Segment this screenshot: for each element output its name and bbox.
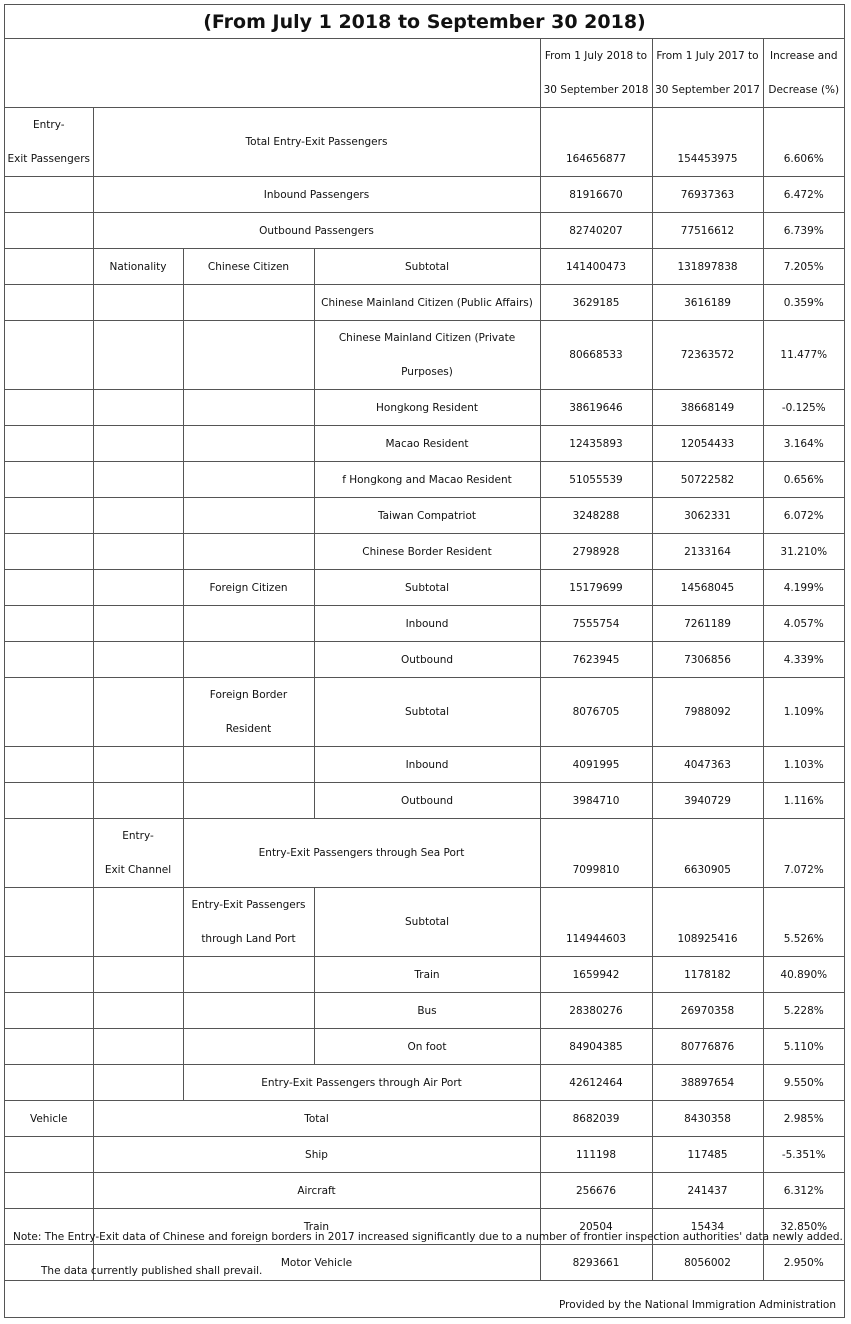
- row-label: Taiwan Compatriot: [314, 498, 540, 534]
- value-change: 6.072%: [763, 498, 844, 534]
- row-label: Subtotal: [314, 570, 540, 606]
- value-2017: 72363572: [652, 321, 763, 390]
- value-2017: 131897838: [652, 249, 763, 285]
- value-2018: 28380276: [540, 993, 652, 1029]
- row-label: Outbound Passengers: [93, 213, 540, 249]
- value-2017: 108925416: [652, 888, 763, 957]
- header-blank: [5, 39, 540, 108]
- value-2018: 3984710: [540, 783, 652, 819]
- row-label: Macao Resident: [314, 426, 540, 462]
- value-2017: 8430358: [652, 1101, 763, 1137]
- value-2017: 8056002: [652, 1245, 763, 1281]
- value-2018: 8076705: [540, 678, 652, 747]
- value-change: 9.550%: [763, 1065, 844, 1101]
- value-change: 4.057%: [763, 606, 844, 642]
- row-label: On foot: [314, 1029, 540, 1065]
- value-2018: 8293661: [540, 1245, 652, 1281]
- entry-exit-channel-label: Entry- Exit Channel: [93, 819, 183, 888]
- value-2018: 3629185: [540, 285, 652, 321]
- table-row: [5, 1173, 844, 1209]
- value-2018: 1659942: [540, 957, 652, 993]
- table-row: [5, 108, 844, 177]
- value-2018: 84904385: [540, 1029, 652, 1065]
- row-label: Aircraft: [93, 1173, 540, 1209]
- table-row: [5, 249, 844, 285]
- table-row: [5, 570, 844, 606]
- value-2018: 82740207: [540, 213, 652, 249]
- note-text-prevail: The data currently published shall prevail.: [41, 1265, 263, 1277]
- table-row: [5, 642, 844, 678]
- value-2017: 4047363: [652, 747, 763, 783]
- table-row: [5, 819, 844, 888]
- row-label: f Hongkong and Macao Resident: [314, 462, 540, 498]
- row-label: Inbound: [314, 747, 540, 783]
- table-row: [5, 498, 844, 534]
- table-row: [5, 534, 844, 570]
- value-2017: 2133164: [652, 534, 763, 570]
- table-row: [5, 285, 844, 321]
- row-label: Train: [314, 957, 540, 993]
- table-row: [5, 426, 844, 462]
- value-2017: 7306856: [652, 642, 763, 678]
- value-change: 7.205%: [763, 249, 844, 285]
- value-2018: 42612464: [540, 1065, 652, 1101]
- value-change: 6.472%: [763, 177, 844, 213]
- value-2018: 81916670: [540, 177, 652, 213]
- value-2017: 7988092: [652, 678, 763, 747]
- value-2018: 3248288: [540, 498, 652, 534]
- value-2018: 7623945: [540, 642, 652, 678]
- foreign-citizen-label: Foreign Citizen: [183, 570, 314, 606]
- value-2017: 15434: [652, 1209, 763, 1245]
- value-change: 6.606%: [763, 108, 844, 177]
- value-2018: 2798928: [540, 534, 652, 570]
- row-label: Total: [93, 1101, 540, 1137]
- row-label: Outbound: [314, 783, 540, 819]
- value-2017: 1178182: [652, 957, 763, 993]
- row-label: Chinese Mainland Citizen (Public Affairs): [314, 285, 540, 321]
- table-row: [5, 390, 844, 426]
- value-2017: 3062331: [652, 498, 763, 534]
- value-2017: 241437: [652, 1173, 763, 1209]
- value-change: 6.312%: [763, 1173, 844, 1209]
- value-change: 40.890%: [763, 957, 844, 993]
- provider-credit: Provided by the National Immigration Administration: [559, 1299, 836, 1311]
- row-label: Inbound Passengers: [93, 177, 540, 213]
- value-change: -5.351%: [763, 1137, 844, 1173]
- row-label: Chinese Mainland Citizen (Private Purposes): [314, 321, 540, 390]
- header-2017: From 1 July 2017 to 30 September 2017: [652, 39, 763, 108]
- value-2017: 80776876: [652, 1029, 763, 1065]
- row-label: Motor Vehicle: [93, 1245, 540, 1281]
- row-label: Subtotal: [314, 249, 540, 285]
- table-row: [5, 606, 844, 642]
- header-2018: From 1 July 2018 to 30 September 2018: [540, 39, 652, 108]
- value-2018: 111198: [540, 1137, 652, 1173]
- table-row: [5, 462, 844, 498]
- value-2017: 76937363: [652, 177, 763, 213]
- value-change: -0.125%: [763, 390, 844, 426]
- value-2017: 14568045: [652, 570, 763, 606]
- row-label: Hongkong Resident: [314, 390, 540, 426]
- chinese-citizen-label: Chinese Citizen: [183, 249, 314, 285]
- value-2018: 7099810: [540, 819, 652, 888]
- value-2018: 80668533: [540, 321, 652, 390]
- table-row: [5, 321, 844, 390]
- table-row: [5, 1029, 844, 1065]
- value-2018: 4091995: [540, 747, 652, 783]
- row-label: Entry-Exit Passengers through Air Port: [183, 1065, 540, 1101]
- table-row: [5, 177, 844, 213]
- row-label: Chinese Border Resident: [314, 534, 540, 570]
- value-change: 11.477%: [763, 321, 844, 390]
- row-label: Bus: [314, 993, 540, 1029]
- statistics-sheet: [4, 4, 845, 1318]
- row-label: Ship: [93, 1137, 540, 1173]
- table-row: [5, 888, 844, 957]
- value-2018: 114944603: [540, 888, 652, 957]
- row-label: Train: [93, 1209, 540, 1245]
- foreign-border-resident-label: Foreign Border Resident: [183, 678, 314, 747]
- value-change: 4.339%: [763, 642, 844, 678]
- table-row: [5, 783, 844, 819]
- value-2018: 51055539: [540, 462, 652, 498]
- value-change: 7.072%: [763, 819, 844, 888]
- value-2017: 3940729: [652, 783, 763, 819]
- row-label: Entry-Exit Passengers through Sea Port: [183, 819, 540, 888]
- land-port-label: Entry-Exit Passengers through Land Port: [183, 888, 314, 957]
- note-text: Note: The Entry-Exit data of Chinese and foreign borders in 2017 increased significantly due to a number of frontier inspection authorities' data newly added.: [13, 1231, 843, 1243]
- table-row: [5, 747, 844, 783]
- value-2018: 8682039: [540, 1101, 652, 1137]
- table-row: [5, 957, 844, 993]
- row-label: Subtotal: [314, 678, 540, 747]
- value-change: 2.950%: [763, 1245, 844, 1281]
- value-2017: 154453975: [652, 108, 763, 177]
- table-row: [5, 993, 844, 1029]
- vehicle-label: Vehicle: [5, 1101, 93, 1137]
- value-change: 32.850%: [763, 1209, 844, 1245]
- header-row: [5, 39, 844, 108]
- value-2017: 50722582: [652, 462, 763, 498]
- value-2018: 256676: [540, 1173, 652, 1209]
- value-change: 3.164%: [763, 426, 844, 462]
- value-change: 5.228%: [763, 993, 844, 1029]
- value-change: 5.526%: [763, 888, 844, 957]
- value-2017: 6630905: [652, 819, 763, 888]
- value-change: 5.110%: [763, 1029, 844, 1065]
- page-title: (From July 1 2018 to September 30 2018): [5, 5, 844, 39]
- value-2018: 12435893: [540, 426, 652, 462]
- value-change: 0.359%: [763, 285, 844, 321]
- value-change: 4.199%: [763, 570, 844, 606]
- value-2018: 20504: [540, 1209, 652, 1245]
- table-row: [5, 1101, 844, 1137]
- value-2017: 117485: [652, 1137, 763, 1173]
- entry-exit-passengers-label: Entry- Exit Passengers: [5, 108, 93, 177]
- value-2018: 38619646: [540, 390, 652, 426]
- value-2017: 38897654: [652, 1065, 763, 1101]
- value-2018: 7555754: [540, 606, 652, 642]
- value-2017: 3616189: [652, 285, 763, 321]
- value-2018: 141400473: [540, 249, 652, 285]
- value-2017: 7261189: [652, 606, 763, 642]
- row-label: Total Entry-Exit Passengers: [93, 108, 540, 177]
- statistics-table: [5, 39, 844, 1281]
- value-2017: 38668149: [652, 390, 763, 426]
- table-row: [5, 678, 844, 747]
- value-change: 2.985%: [763, 1101, 844, 1137]
- value-2018: 164656877: [540, 108, 652, 177]
- table-row: [5, 213, 844, 249]
- value-2017: 12054433: [652, 426, 763, 462]
- value-2017: 26970358: [652, 993, 763, 1029]
- value-change: 31.210%: [763, 534, 844, 570]
- value-2017: 77516612: [652, 213, 763, 249]
- header-change: Increase and Decrease (%): [763, 39, 844, 108]
- value-change: 1.116%: [763, 783, 844, 819]
- row-label: Inbound: [314, 606, 540, 642]
- value-change: 6.739%: [763, 213, 844, 249]
- value-change: 0.656%: [763, 462, 844, 498]
- value-change: 1.109%: [763, 678, 844, 747]
- table-row: [5, 1137, 844, 1173]
- footnote: [5, 1215, 844, 1317]
- value-change: 1.103%: [763, 747, 844, 783]
- row-label: Subtotal: [314, 888, 540, 957]
- value-2018: 15179699: [540, 570, 652, 606]
- table-row: [5, 1065, 844, 1101]
- nationality-label: Nationality: [93, 249, 183, 285]
- row-label: Outbound: [314, 642, 540, 678]
